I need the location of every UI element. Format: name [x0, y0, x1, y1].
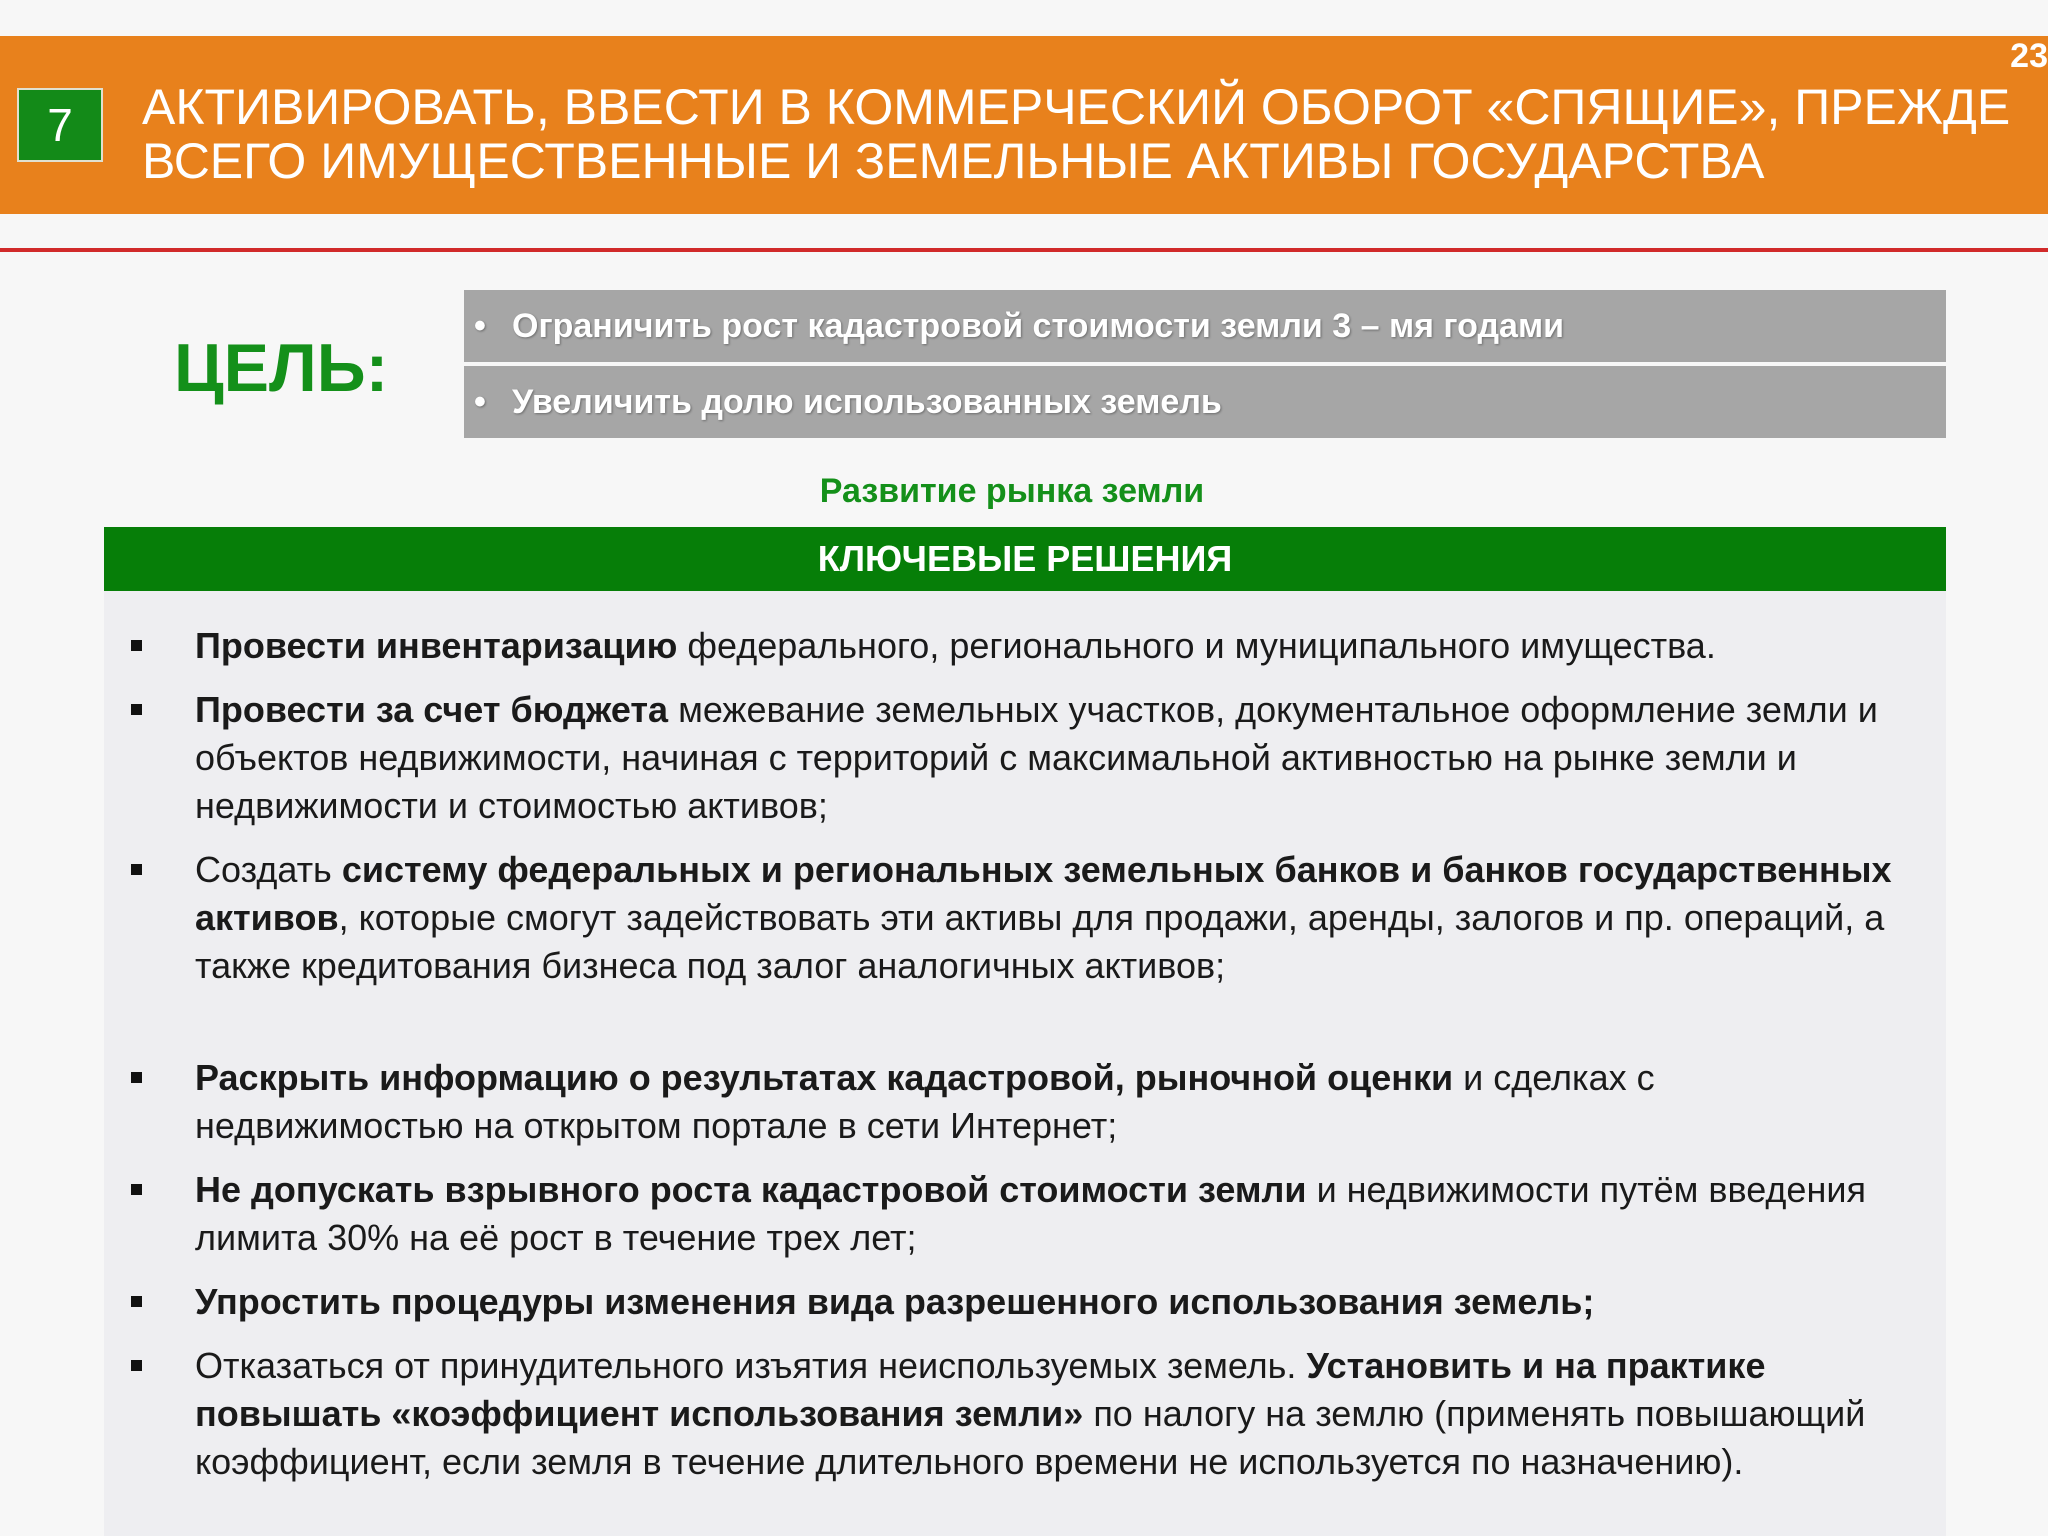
goal-bullet: • — [474, 383, 486, 421]
square-bullet-icon — [131, 1184, 142, 1195]
bold-text: Провести за счет бюджета — [195, 689, 669, 730]
bold-text: Установить и на практике повышать «коэффициент использования земли» — [195, 1345, 1766, 1434]
slide-number-badge: 7 — [17, 88, 103, 162]
bold-text: систему федеральных и региональных земельных банков и банков государственных активов — [195, 849, 1892, 938]
square-bullet-icon — [131, 640, 142, 651]
text: и недвижимости путём введения лимита 30% на её рост в течение трех лет; — [195, 1169, 1866, 1258]
square-bullet-icon — [131, 1072, 142, 1083]
bold-text: Раскрыть информацию о результатах кадастровой, рыночной оценки — [195, 1057, 1454, 1098]
slide-title-line-1: АКТИВИРОВАТЬ, ВВЕСТИ В КОММЕРЧЕСКИЙ ОБОРОТ «СПЯЩИЕ», ПРЕЖДЕ — [142, 79, 2011, 135]
slide-title-line-2: ВСЕГО ИМУЩЕСТВЕННЫЕ И ЗЕМЕЛЬНЫЕ АКТИВЫ ГОСУДАРСТВА — [142, 133, 1765, 189]
key-solutions-heading: КЛЮЧЕВЫЕ РЕШЕНИЯ — [104, 527, 1946, 591]
square-bullet-icon — [131, 1296, 142, 1307]
text: и сделках с недвижимостью на открытом портале в сети Интернет; — [195, 1057, 1655, 1146]
section-subtitle: Развитие рынка земли — [819, 472, 1205, 510]
key-solution-text — [195, 622, 1915, 670]
text: федерального, регионального и муниципального имущества. — [677, 625, 1716, 666]
goal-label: ЦЕЛЬ: — [174, 330, 389, 406]
text: Создать — [195, 849, 342, 890]
goal-item-text: Увеличить долю использованных земель — [512, 383, 1222, 421]
bold-text: Не допускать взрывного роста кадастровой стоимости земли — [195, 1169, 1307, 1210]
page-number: 23 — [2010, 37, 2048, 75]
square-bullet-icon — [131, 1360, 142, 1371]
goal-item-text: Ограничить рост кадастровой стоимости земли 3 – мя годами — [512, 307, 1564, 345]
text: , которые смогут задействовать эти активы для продажи, аренды, залогов и пр. операций, а также кредитования бизнеса под залог аналогичных активов; — [195, 897, 1885, 986]
key-solution-text — [195, 1166, 1915, 1262]
key-solution-text — [195, 1342, 1915, 1486]
bold-text: Упростить процедуры изменения вида разрешенного использования земель; — [195, 1281, 1595, 1322]
key-solution-text — [195, 846, 1915, 990]
text: межевание земельных участков, документальное оформление земли и объектов недвижимости, начиная с территорий с максимальной активностью на рынке земли и недвижимости и стоимостью активов; — [195, 689, 1878, 826]
square-bullet-icon — [131, 704, 142, 715]
bold-text: Провести инвентаризацию — [195, 625, 678, 666]
text: Отказаться от принудительного изъятия неиспользуемых земель. — [195, 1345, 1307, 1386]
text: по налогу на землю (применять повышающий коэффициент, если земля в течение длительного времени не используется по назначению). — [195, 1393, 1866, 1482]
square-bullet-icon — [131, 864, 142, 875]
divider-line — [0, 248, 2048, 252]
slide-title — [142, 79, 2011, 189]
goal-item-2 — [464, 366, 1946, 438]
key-solution-text — [195, 1054, 1915, 1150]
goal-bullet: • — [474, 307, 486, 345]
key-solution-text — [195, 1278, 1915, 1326]
goal-item-1 — [464, 290, 1946, 362]
key-solution-text — [195, 686, 1915, 830]
